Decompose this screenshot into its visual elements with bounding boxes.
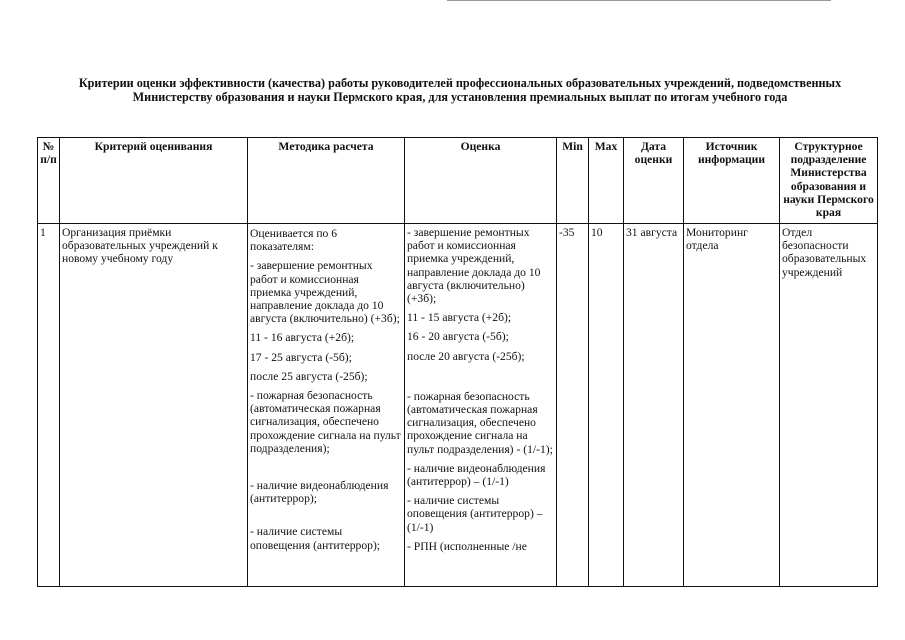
title-line-1: Критерии оценки эффективности (качества) работы руководителей профессиональных образовательных учреждений, подведомственных xyxy=(78,76,842,90)
criteria-table xyxy=(37,137,878,587)
method-item: - наличие видеонаблюдения (антитеррор); xyxy=(250,479,389,506)
cell-dept: Отдел безопасности образовательных учреждений xyxy=(780,224,878,587)
cell-criterion: Организация приёмки образовательных учреждений к новому учебному году xyxy=(60,224,248,587)
header-num: № п/п xyxy=(38,138,60,224)
method-item: - пожарная безопасность (автоматическая пожарная сигнализация, обеспечено прохождение сигнала на пульт подразделения); xyxy=(250,389,401,455)
method-item: 17 - 25 августа (-5б); xyxy=(250,350,352,364)
score-item: 16 - 20 августа (-5б); xyxy=(407,330,509,344)
score-item: - пожарная безопасность (автоматическая пожарная сигнализация, обеспечено прохождение сигнала на пульт подразделения) - (1/-1); xyxy=(407,389,553,456)
cell-score xyxy=(405,224,557,587)
top-rule xyxy=(447,0,831,1)
title-line-2: Министерству образования и науки Пермского края, для установления премиальных выплат по итогам учебного года xyxy=(132,90,788,104)
score-item: - наличие видеонаблюдения (антитеррор) – (1/-1) xyxy=(407,461,546,489)
cell-source: Мониторинг отдела xyxy=(684,224,780,587)
cell-date: 31 августа xyxy=(624,224,684,587)
header-source: Источник информации xyxy=(684,138,780,224)
header-criterion: Критерий оценивания xyxy=(60,138,248,224)
score-item: 11 - 15 августа (+2б); xyxy=(407,311,512,325)
table-row xyxy=(38,224,878,587)
header-score: Оценка xyxy=(405,138,557,224)
header-date: Дата оценки xyxy=(624,138,684,224)
cell-max: 10 xyxy=(589,224,624,587)
header-max: Max xyxy=(589,138,624,224)
method-item: - наличие системы оповещения (антитеррор); xyxy=(250,525,381,552)
header-row xyxy=(38,138,878,224)
document-title xyxy=(40,76,880,104)
method-item: 11 - 16 августа (+2б); xyxy=(250,331,355,345)
cell-min: -35 xyxy=(557,224,589,587)
method-item: после 25 августа (-25б); xyxy=(250,369,368,383)
cell-num: 1 xyxy=(38,224,60,587)
cell-method xyxy=(248,224,405,587)
method-intro: Оценивается по 6 показателям: xyxy=(250,227,338,254)
method-item: - завершение ремонтных работ и комиссионная приемка учреждений, направление доклада до 10 августа (включительно) (+3б); xyxy=(250,259,400,326)
header-min: Min xyxy=(557,138,589,224)
header-method: Методика расчета xyxy=(248,138,405,224)
score-item: - завершение ремонтных работ и комиссионная приемка учреждений, направление доклада до 10 августа (включительно) (+3б); xyxy=(407,226,541,306)
score-item: - наличие системы оповещения (антитеррор) – (1/-1) xyxy=(407,494,543,534)
score-item: - РПН (исполненные /не xyxy=(407,539,527,553)
header-dept: Структурное подразделение Министерства образования и науки Пермского края xyxy=(780,138,878,224)
score-item: после 20 августа (-25б); xyxy=(407,349,525,363)
